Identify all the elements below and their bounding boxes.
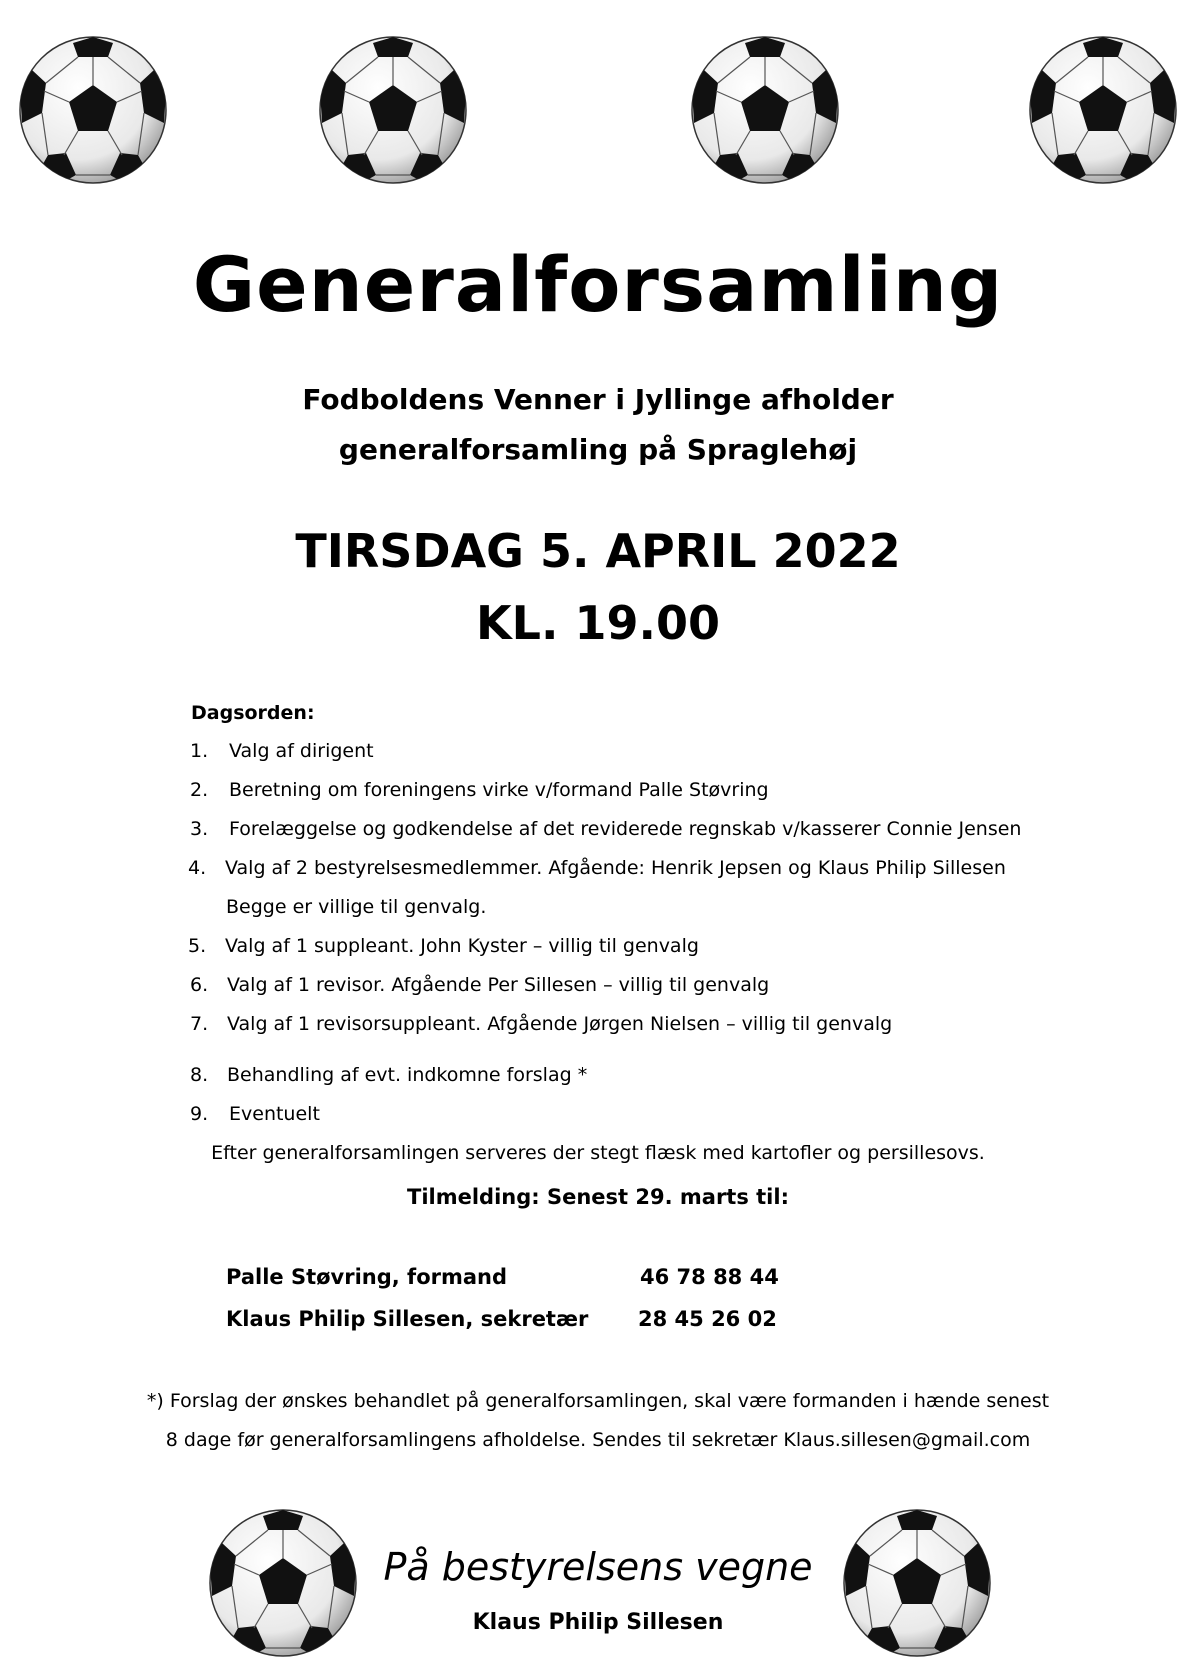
agenda-item-number: 7. (190, 1013, 209, 1035)
football-icon (318, 35, 468, 185)
signoff: På bestyrelsens vegne (383, 1545, 813, 1589)
agenda-item-text: Eventuelt (229, 1103, 320, 1125)
agenda-item-number: 6. (190, 974, 209, 996)
contact-name: Palle Støvring, formand (226, 1265, 508, 1289)
agenda-item-text: Begge er villige til genvalg. (226, 896, 487, 918)
footnote-line-1: *) Forslag der ønskes behandlet på generalforsamlingen, skal være formanden i hænde senest (146, 1390, 1050, 1412)
agenda-item-number: 3. (190, 818, 209, 840)
subtitle (0, 375, 1196, 475)
event-time: KL. 19.00 (476, 596, 720, 650)
agenda-item-text: Valg af 1 revisor. Afgående Per Sillesen – villig til genvalg (227, 974, 770, 996)
agenda-item-text: Valg af 2 bestyrelsesmedlemmer. Afgående: Henrik Jepsen og Klaus Philip Sillesen (225, 857, 1006, 879)
agenda-item-number: 8. (190, 1064, 209, 1086)
agenda-item-text: Valg af 1 revisorsuppleant. Afgående Jørgen Nielsen – villig til genvalg (227, 1013, 893, 1035)
contact-name: Klaus Philip Sillesen, sekretær (226, 1307, 589, 1331)
signature-name: Klaus Philip Sillesen (472, 1610, 724, 1635)
agenda-item-text: Valg af 1 suppleant. John Kyster – villig til genvalg (225, 935, 699, 957)
football-icon (18, 35, 168, 185)
football-icon (690, 35, 840, 185)
subtitle-line-1: Fodboldens Venner i Jyllinge afholder (302, 383, 894, 416)
page-title: Generalforsamling (192, 240, 1004, 329)
agenda-heading: Dagsorden: (191, 702, 315, 724)
football-icon (1028, 35, 1178, 185)
footnote-line-2: 8 dage før generalforsamlingens afholdelse. Sendes til sekretær Klaus.sillesen@gmail.com (165, 1429, 1031, 1451)
agenda-item-number: 4. (188, 857, 207, 879)
agenda-item-text: Beretning om foreningens virke v/formand Palle Støvring (229, 779, 769, 801)
event-date: TIRSDAG 5. APRIL 2022 (295, 524, 901, 578)
contact-phone: 46 78 88 44 (640, 1265, 779, 1289)
agenda-item-text: Behandling af evt. indkomne forslag * (227, 1064, 588, 1086)
contact-phone: 28 45 26 02 (638, 1307, 777, 1331)
subtitle-line-2: generalforsamling på Spraglehøj (338, 433, 858, 466)
agenda-item-text: Forelæggelse og godkendelse af det reviderede regnskab v/kasserer Connie Jensen (229, 818, 1022, 840)
agenda-item-number: 9. (190, 1103, 209, 1125)
event-datetime (0, 515, 1196, 659)
registration-heading: Tilmelding: Senest 29. marts til: (407, 1185, 789, 1209)
agenda-item-number: 5. (188, 935, 207, 957)
agenda-item-number: 1. (190, 740, 209, 762)
agenda-item-text: Valg af dirigent (229, 740, 374, 762)
dinner-note: Efter generalforsamlingen serveres der stegt flæsk med kartofler og persillesovs. (211, 1142, 985, 1164)
agenda-item-number: 2. (190, 779, 209, 801)
